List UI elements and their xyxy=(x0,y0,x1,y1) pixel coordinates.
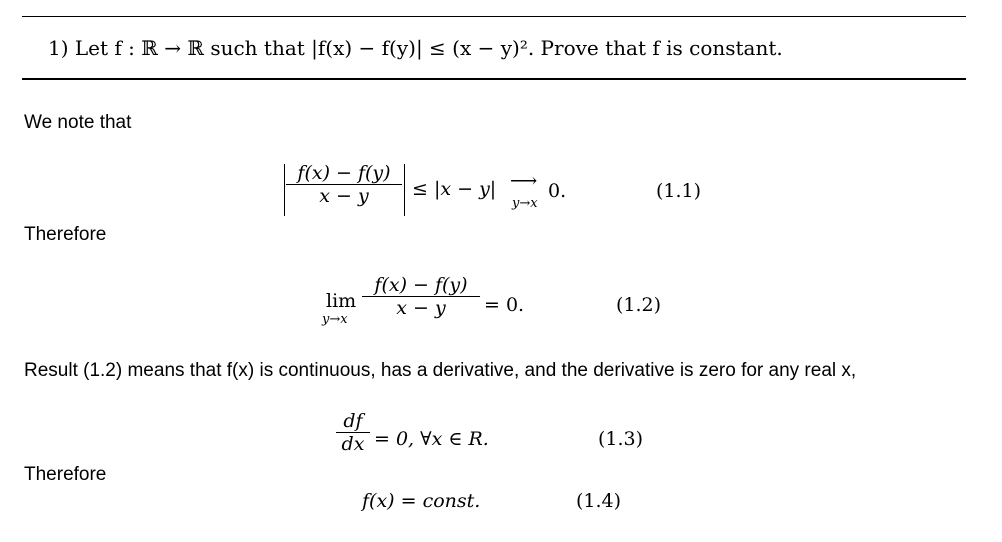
eq3-fraction xyxy=(336,410,370,455)
eq1-fraction xyxy=(286,162,402,207)
eq2-label: (1.2) xyxy=(616,294,662,316)
eq1-arrow: ⟶ xyxy=(510,170,538,192)
result-text: Result (1.2) means that f(x) is continuous, has a derivative, and the derivative is zero for any real x, xyxy=(24,360,857,381)
eq2-numerator: f(x) − f(y) xyxy=(374,274,468,296)
therefore-text-1: Therefore xyxy=(24,224,107,245)
header-top-rule xyxy=(22,16,966,17)
eq1-rhs: ≤ |x − y| xyxy=(412,178,497,200)
abs-bar-left xyxy=(284,164,285,216)
eq1-denominator: x − y xyxy=(319,185,369,207)
eq4-label: (1.4) xyxy=(576,490,622,512)
eq3-rhs: = 0, ∀x ∈ R. xyxy=(374,428,489,450)
header-bottom-rule xyxy=(22,78,966,80)
eq2-fraction xyxy=(362,274,480,319)
eq2-denominator: x − y xyxy=(396,297,446,319)
intro-text: We note that xyxy=(24,112,132,133)
eq3-denominator: dx xyxy=(341,433,365,455)
problem-text: Let f : ℝ → ℝ such that |f(x) − f(y)| ≤ (x − y)². Prove that f is constant. xyxy=(74,36,783,60)
abs-bar-right xyxy=(404,164,405,216)
eq2-lim: lim xyxy=(326,290,357,312)
problem-header xyxy=(22,16,966,76)
eq2-rhs: = 0. xyxy=(484,294,525,316)
eq1-numerator: f(x) − f(y) xyxy=(297,162,391,184)
eq1-limit: 0. xyxy=(548,180,567,202)
eq1-arrow-subscript: y→x xyxy=(512,196,538,211)
eq3-label: (1.3) xyxy=(598,428,644,450)
eq1-label: (1.1) xyxy=(656,180,702,202)
problem-statement xyxy=(48,36,783,60)
therefore-text-2: Therefore xyxy=(24,464,107,485)
problem-number: 1) xyxy=(48,36,69,60)
eq3-numerator: df xyxy=(343,410,363,432)
eq2-lim-subscript: y→x xyxy=(322,312,348,327)
eq4-expression: f(x) = const. xyxy=(362,490,481,512)
